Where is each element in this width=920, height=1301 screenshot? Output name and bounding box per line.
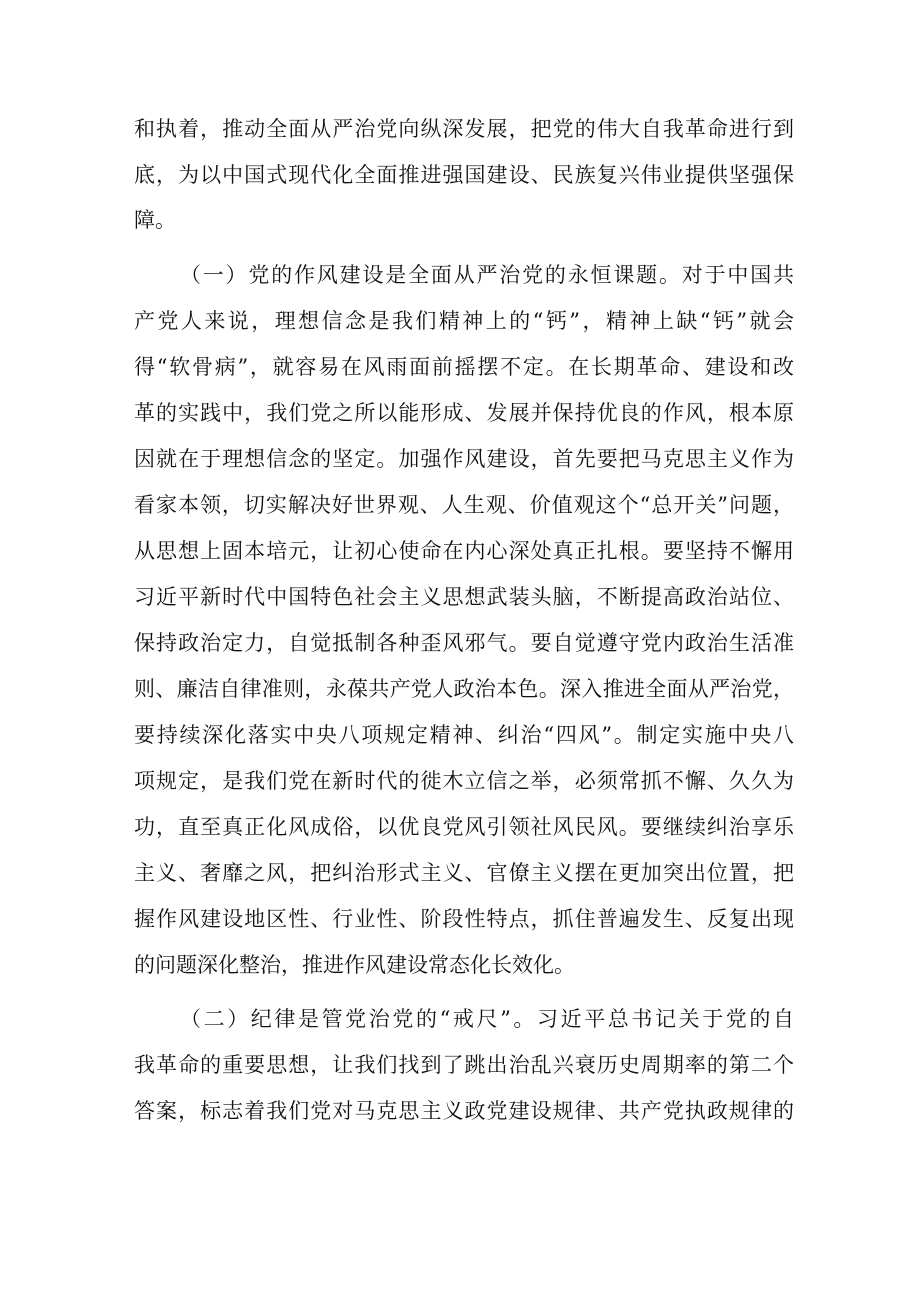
paragraph-heading-line: （二）纪律是管党治党的“戒尺”。习近平总书记关于党的自	[180, 1007, 794, 1031]
text-line: 功，直至真正化风成俗，以优良党风引领社风民风。要继续纠治享乐	[134, 815, 794, 839]
text-line: 主义、奢靡之风，把纠治形式主义、官僚主义摆在更加突出位置，把	[134, 861, 794, 885]
text-line: 则、廉洁自律准则，永葆共产党人政治本色。深入推进全面从严治党，	[134, 677, 794, 701]
text-line: 答案，标志着我们党对马克思主义政党建设规律、共产党执政规律的	[134, 1099, 794, 1123]
text-line: 保持政治定力，自觉抵制各种歪风邪气。要自觉遵守党内政治生活准	[134, 631, 794, 655]
text-line: 要持续深化落实中央八项规定精神、纠治“四风”。制定实施中央八	[134, 723, 794, 747]
text-line: 和执着，推动全面从严治党向纵深发展，把党的伟大自我革命进行到	[134, 117, 794, 141]
text-line: 产党人来说，理想信念是我们精神上的“钙”，精神上缺“钙”就会	[134, 309, 794, 333]
text-line: 因就在于理想信念的坚定。加强作风建设，首先要把马克思主义作为	[134, 447, 794, 471]
text-line: 我革命的重要思想，让我们找到了跳出治乱兴衰历史周期率的第二个	[134, 1053, 794, 1077]
text-line: 革的实践中，我们党之所以能形成、发展并保持优良的作风，根本原	[134, 401, 794, 425]
text-line: 看家本领，切实解决好世界观、人生观、价值观这个“总开关”问题，	[134, 493, 794, 517]
text-line: 握作风建设地区性、行业性、阶段性特点，抓住普遍发生、反复出现	[134, 907, 794, 931]
text-line: 得“软骨病”，就容易在风雨面前摇摆不定。在长期革命、建设和改	[134, 355, 794, 379]
text-line: 从思想上固本培元，让初心使命在内心深处真正扎根。要坚持不懈用	[134, 539, 794, 563]
text-line: 障。	[134, 208, 176, 232]
text-line: 习近平新时代中国特色社会主义思想武装头脑，不断提高政治站位、	[134, 585, 794, 609]
text-line: 项规定，是我们党在新时代的徙木立信之举，必须常抓不懈、久久为	[134, 769, 794, 793]
text-line: 底，为以中国式现代化全面推进强国建设、民族复兴伟业提供坚强保	[134, 163, 794, 187]
text-line: 的问题深化整治，推进作风建设常态化长效化。	[134, 953, 575, 977]
paragraph-heading-line: （一）党的作风建设是全面从严治党的永恒课题。对于中国共	[180, 263, 794, 287]
